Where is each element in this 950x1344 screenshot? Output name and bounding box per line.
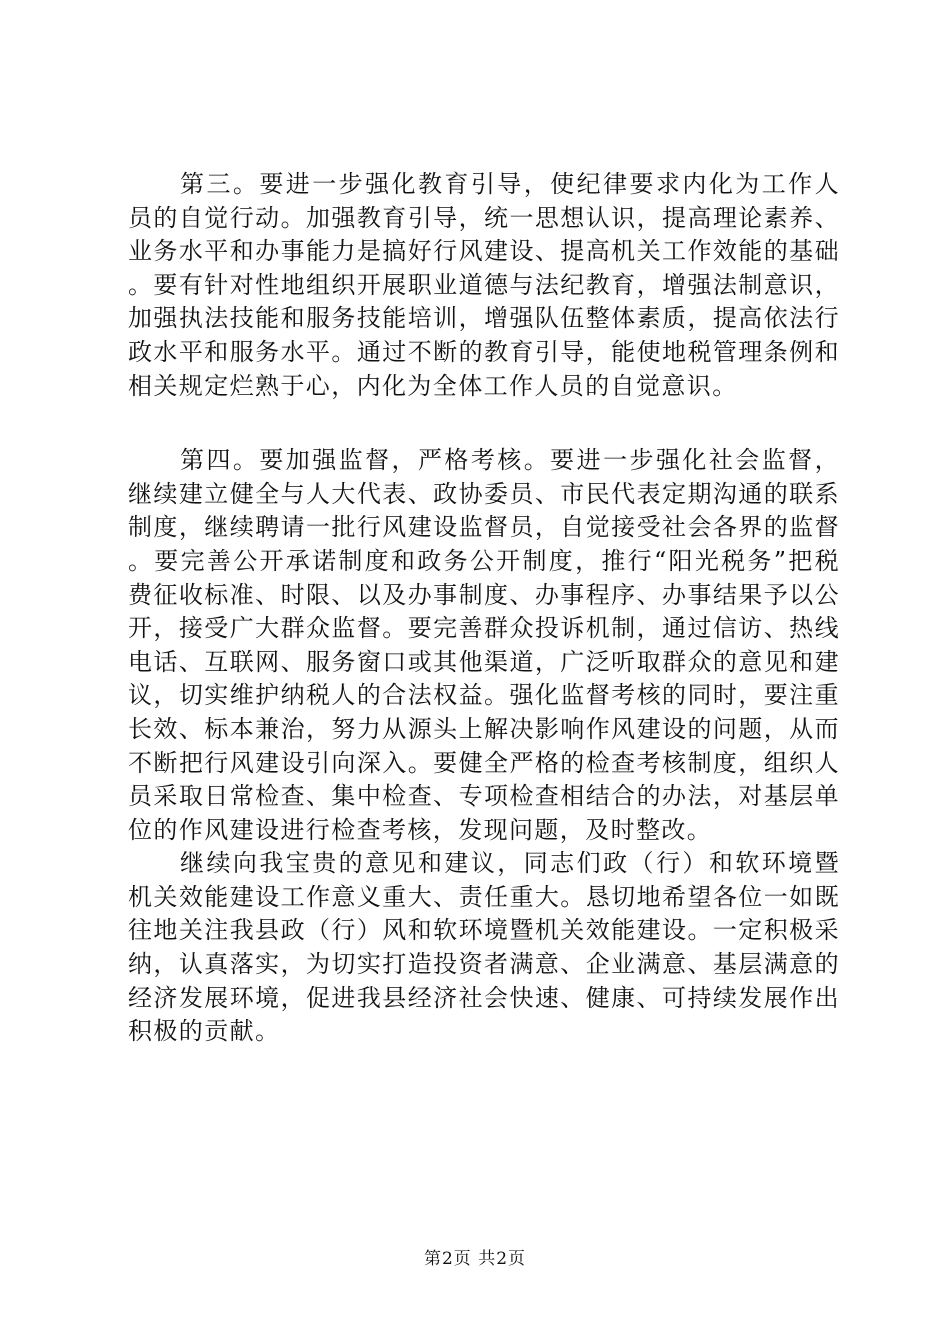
paragraph-fourth-point: 第四。要加强监督，严格考核。要进一步强化社会监督，继续建立健全与人大代表、政协委员、市民代表定期沟通的联系制度，继续聘请一批行风建设监督员，自觉接受社会各界的监督。要完善公开承诺制度和政务公开制度，推行“阳光税务”把税费征收标准、时限、以及办事制度、办事程序、办事结果予以公开，接受广大群众监督。要完善群众投诉机制，通过信访、热线电话、互联网、服务窗口或其他渠道，广泛听取群众的意见和建议，切实维护纳税人的合法权益。强化监督考核的同时，要注重长效、标本兼治，努力从源头上解决影响作风建设的问题，从而不断把行风建设引向深入。要健全严格的检查考核制度，组织人员采取日常检查、集中检查、专项检查相结合的办法，对基层单位的作风建设进行检查考核，发现问题，及时整改。 (128, 446, 840, 844)
paragraph-closing: 继续向我宝贵的意见和建议，同志们政（行）和软环境暨机关效能建设工作意义重大、责任重大。恳切地希望各位一如既往地关注我县政（行）风和软环境暨机关效能建设。一定积极采纳，认真落实，为切实打造投资者满意、企业满意、基层满意的经济发展环境，促进我县经济社会快速、健康、可持续发展作出积极的贡献。 (128, 849, 840, 1046)
paragraph-third-point: 第三。要进一步强化教育引导，使纪律要求内化为工作人员的自觉行动。加强教育引导，统一思想认识，提高理论素养、业务水平和办事能力是搞好行风建设、提高机关工作效能的基础。要有针对性地组织开展职业道德与法纪教育，增强法制意识，加强执法技能和服务技能培训，增强队伍整体素质，提高依法行政水平和服务水平。通过不断的教育引导，能使地税管理条例和相关规定烂熟于心，内化为全体工作人员的自觉意识。 (128, 170, 840, 400)
page-number-footer: 第2页 共2页 (423, 1249, 527, 1269)
document-body (128, 168, 840, 1049)
